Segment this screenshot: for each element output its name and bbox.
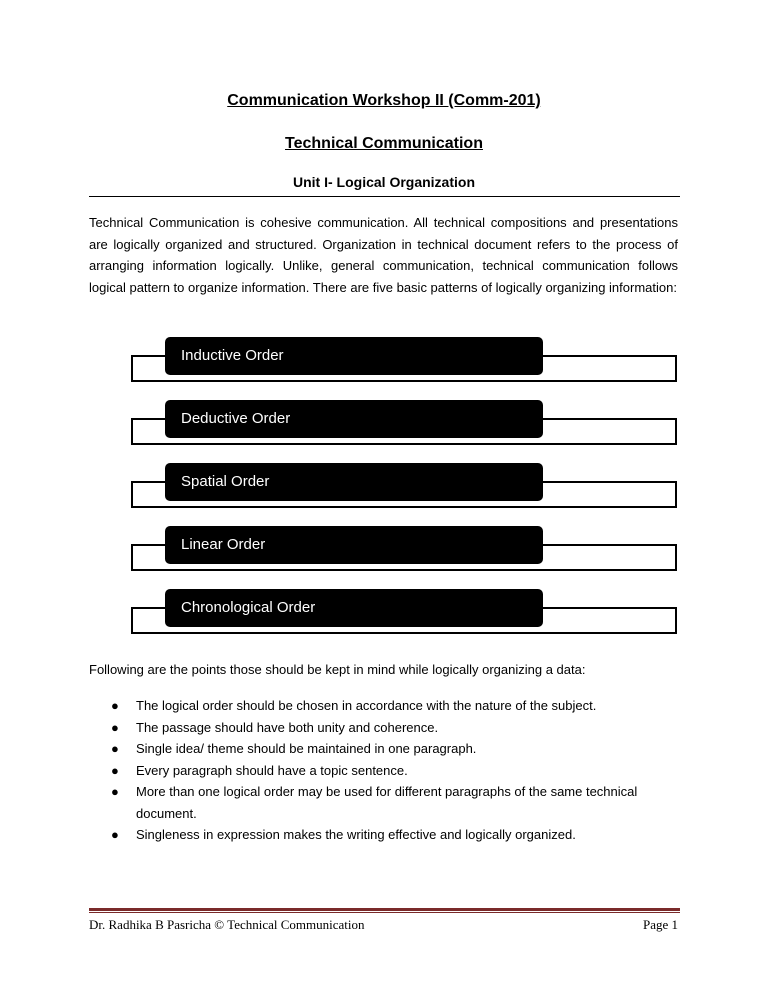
footer-divider-thin (89, 912, 680, 913)
document-title: Communication Workshop II (Comm-201) (227, 92, 541, 109)
list-item (89, 824, 679, 846)
list-item (89, 695, 679, 717)
list-item-text: More than one logical order may be used for different paragraphs of the same technical document. (136, 784, 638, 821)
footer-author: Dr. Radhika B Pasricha © Technical Communication (89, 917, 365, 932)
document-subtitle: Technical Communication (285, 135, 483, 152)
list-item (89, 738, 679, 760)
pattern-box-chronological: Chronological Order (165, 589, 543, 627)
points-intro: Following are the points those should be kept in mind while logically organizing a data: (89, 662, 586, 677)
bullet-icon: ● (111, 719, 119, 735)
bullet-icon: ● (111, 827, 119, 842)
unit-heading: Unit I- Logical Organization (293, 174, 475, 190)
footer-divider (89, 908, 680, 911)
pattern-box-deductive: Deductive Order (165, 400, 543, 438)
list-item-text: The logical order should be chosen in accordance with the nature of the subject. (136, 698, 597, 713)
list-item-text: The passage should have both unity and coherence. (136, 719, 439, 735)
points-list (89, 695, 679, 846)
pattern-box-linear: Linear Order (165, 526, 543, 564)
bullet-icon: ● (111, 762, 119, 778)
intro-paragraph: Technical Communication is cohesive communication. All technical compositions and presentations are logically organized and structured. Organization in technical document refers to the process of arranging information logically. Unlike, general communication, technical communication follows logical pattern to organize information. There are five basic patterns of logically organizing information: (89, 215, 678, 295)
header-divider (89, 196, 680, 197)
list-item-text: Every paragraph should have a topic sentence. (136, 762, 408, 778)
page-number: Page 1 (642, 917, 678, 932)
list-item-text: Singleness in expression makes the writing effective and logically organized. (136, 827, 576, 842)
list-item (89, 717, 679, 739)
list-item-text: Single idea/ theme should be maintained in one paragraph. (136, 741, 477, 756)
bullet-icon: ● (111, 698, 119, 713)
list-item (89, 781, 679, 824)
bullet-icon: ● (111, 741, 119, 756)
pattern-box-inductive: Inductive Order (165, 337, 543, 375)
bullet-icon: ● (111, 784, 119, 799)
list-item (89, 760, 679, 782)
pattern-box-spatial: Spatial Order (165, 463, 543, 501)
